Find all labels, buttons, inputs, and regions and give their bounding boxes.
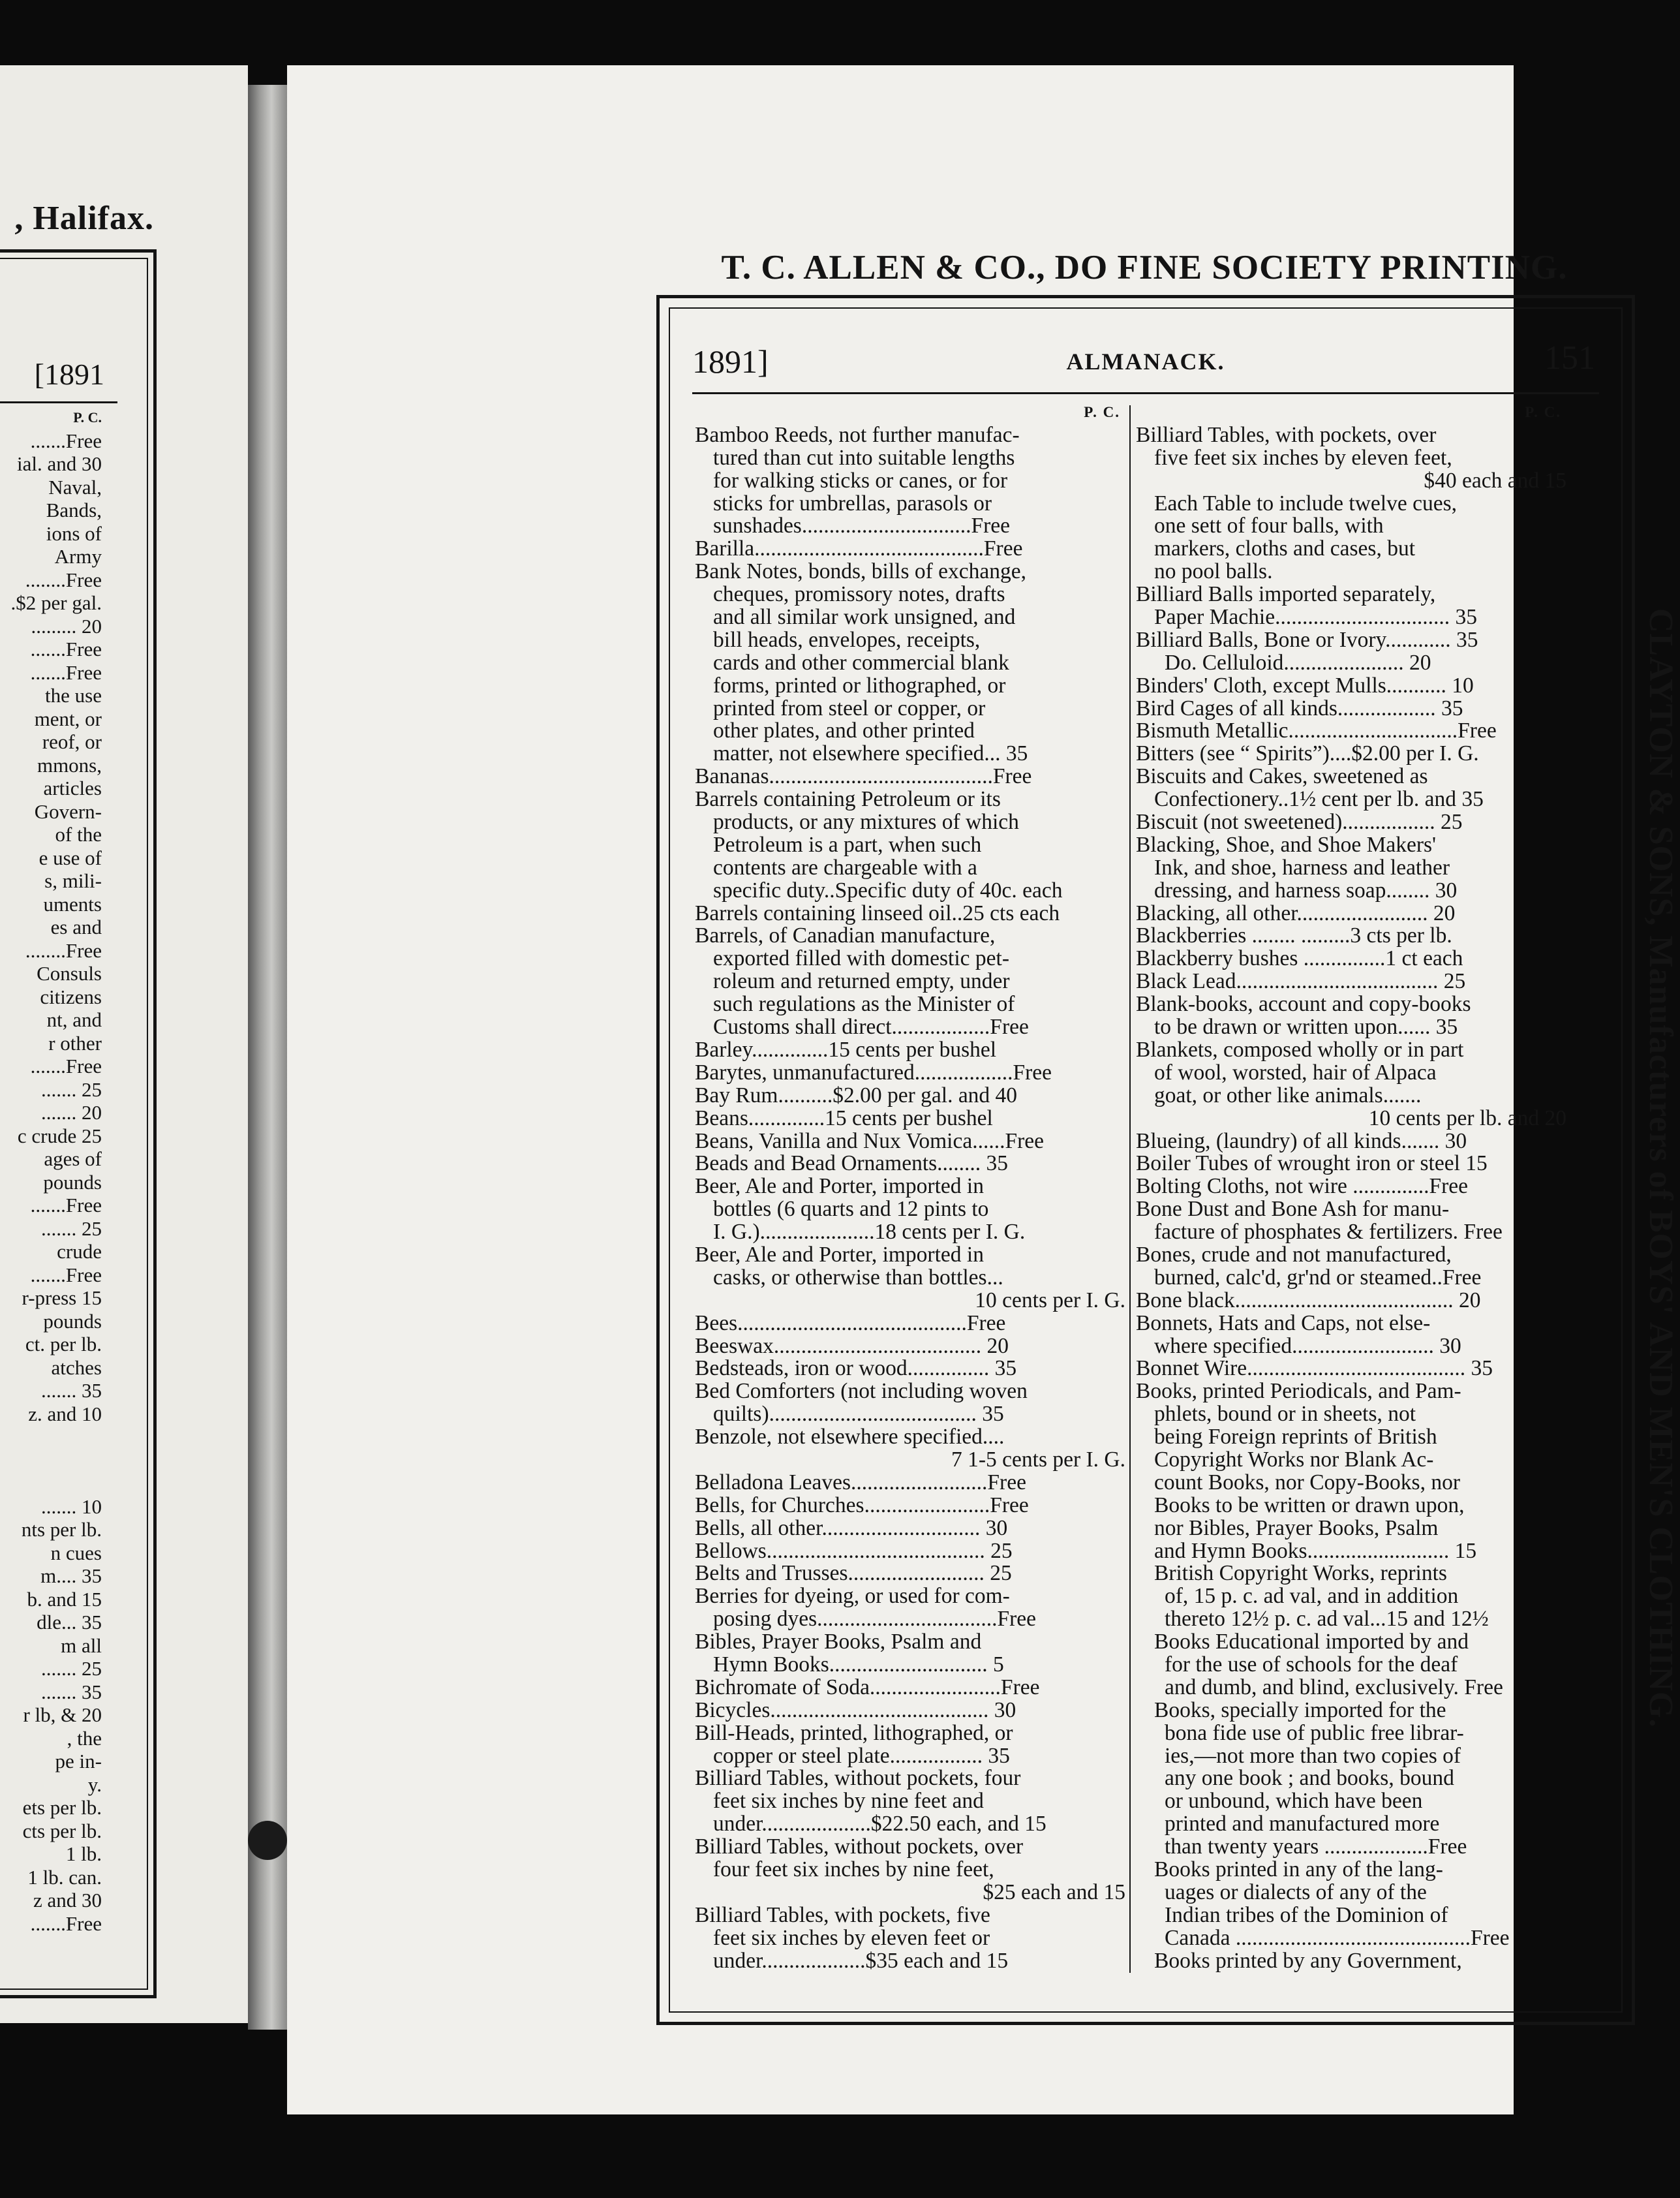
tariff-line: where specified.......................... 30 [1154,1333,1461,1358]
tariff-line: Billiard Tables, with pockets, over [1136,422,1437,447]
tariff-line: Barley..............15 cents per bushel [695,1037,997,1062]
tariff-line: Blacking, Shoe, and Shoe Makers' [1136,832,1437,857]
facing-page-year: [1891 [34,358,104,391]
tariff-line: bill heads, envelopes, receipts, [713,627,981,652]
tariff-line: feet six inches by eleven feet or [713,1925,990,1950]
header-rule [692,392,1599,394]
facing-page-line: ct. per lb. [25,1333,102,1355]
almanack-page [287,65,1679,2114]
tariff-line: Each Table to include twelve cues, [1154,491,1457,516]
tariff-line: Bonnets, Hats and Caps, not else- [1136,1310,1431,1335]
facing-page-line: reof, or [42,730,102,753]
facing-page-line: z and 30 [33,1889,102,1912]
tariff-line: markers, cloths and cases, but [1154,536,1416,561]
tariff-line: Beer, Ale and Porter, imported in [695,1242,984,1267]
facing-page-line: pounds [43,1309,102,1333]
tariff-line: for the use of schools for the deaf [1165,1652,1458,1677]
tariff-line: Biscuits and Cakes, sweetened as [1136,764,1428,789]
book-gutter [248,85,287,2030]
tariff-line: Beer, Ale and Porter, imported in [695,1174,984,1199]
tariff-line: posing dyes.................................Free [713,1607,1037,1632]
facing-page-line: n cues [50,1541,102,1564]
tariff-line: Bonnet Wire........................................ 35 [1136,1356,1493,1381]
page-frame-inner [669,307,1623,2013]
facing-page-pc-label: P. C. [73,409,102,426]
tariff-line: and Hymn Books.......................... 15 [1154,1538,1477,1563]
tariff-line: facture of phosphates & fertilizers. Free [1154,1220,1503,1245]
tariff-line: Black Lead..................................... 25 [1136,969,1466,994]
tariff-line: forms, printed or lithographed, or [713,673,1006,698]
facing-page-line: ....... 10 [41,1494,102,1518]
tariff-line: Bees..........................................Free [695,1310,1006,1335]
tariff-line: Blacking, all other........................ 20 [1136,901,1456,925]
tariff-line: Bismuth Metallic...............................Free [1136,719,1497,743]
tariff-line: of wool, worsted, hair of Alpaca [1154,1060,1437,1085]
facing-page-line: r lb, & 20 [23,1703,102,1726]
facing-page-line: ....... 25 [41,1216,102,1240]
facing-page-rule [0,401,117,403]
tariff-line: and all similar work unsigned, and [713,605,1016,630]
tariff-line: Bay Rum..........$2.00 per gal. and 40 [695,1083,1018,1107]
facing-page-line: .......Free [30,1263,102,1286]
tariff-line: goat, or other like animals....... [1154,1083,1422,1107]
tariff-line: casks, or otherwise than bottles... [713,1265,1003,1290]
facing-page-line: of the [55,823,102,846]
header-title: ALMANACK. [1066,348,1225,375]
tariff-line: cards and other commercial blank [713,650,1009,675]
facing-page-line: mmons, [37,753,102,777]
tariff-line: British Copyright Works, reprints [1154,1561,1447,1586]
tariff-line: exported filled with domestic pet- [713,946,1009,971]
tariff-line: 10 cents per lb. and 20 [1368,1106,1566,1130]
tariff-line: Blueing, (laundry) of all kinds....... 30 [1136,1128,1467,1153]
tariff-line: tured than cut into suitable lengths [713,445,1015,470]
tariff-line: sticks for umbrellas, parasols or [713,491,992,516]
facing-page-line: Consuls [37,962,102,985]
facing-page-line: ....... 20 [41,1101,102,1124]
facing-page-lines [0,406,102,1935]
tariff-line: $25 each and 15 [983,1880,1125,1904]
facing-page-line: cts per lb. [22,1819,102,1842]
tariff-line: Books printed in any of the lang- [1154,1857,1443,1881]
facing-page-frame [0,249,157,1998]
tariff-line: quilts)...................................... 35 [713,1402,1004,1427]
tariff-line: Petroleum is a part, when such [713,832,982,857]
tariff-line: Bananas.........................................Free [695,764,1032,789]
tariff-line: and dumb, and blind, exclusively. Free [1165,1675,1503,1699]
facing-page-line: dle... 35 [37,1611,102,1633]
column-divider [1129,405,1131,1973]
facing-page-line: e use of [38,846,102,869]
tariff-line: Berries for dyeing, or used for com- [695,1584,1010,1609]
facing-page-line: uments [43,892,102,916]
tariff-line: copper or steel plate................. 35 [713,1743,1010,1768]
facing-page-line [0,1425,102,1449]
tariff-line: Binders' Cloth, except Mulls........... 10 [1136,673,1474,698]
tariff-line: for walking sticks or canes, or for [713,468,1008,493]
tariff-line: Books to be written or drawn upon, [1154,1493,1465,1517]
tariff-line: count Books, nor Copy-Books, nor [1154,1470,1460,1494]
tariff-line: or unbound, which have been [1165,1789,1423,1814]
tariff-line: Blackberry bushes ...............1 ct each [1136,946,1463,971]
facing-page-line: nt, and [46,1008,102,1031]
facing-page-line: ......... 20 [31,614,102,638]
tariff-line: Bolting Cloths, not wire ..............Free [1136,1174,1468,1199]
tariff-line: under...................$35 each and 15 [713,1948,1009,1973]
facing-page-line [0,1449,102,1472]
facing-page-line: c crude 25 [17,1124,102,1147]
tariff-line: Customs shall direct..................Free [713,1015,1029,1040]
facing-page-line: the use [45,684,102,707]
facing-page-line: ....... 25 [41,1657,102,1680]
facing-page-line: ions of [46,521,102,545]
tariff-line: Bank Notes, bonds, bills of exchange, [695,559,1026,584]
facing-page-line: pounds [43,1170,102,1194]
pc-label: P. C. [1084,404,1120,420]
tariff-line: matter, not elsewhere specified... 35 [713,741,1028,766]
facing-page-line: .......Free [30,660,102,684]
tariff-line: Books printed by any Government, [1154,1948,1462,1973]
tariff-line: 10 cents per I. G. [975,1288,1125,1312]
tariff-line: sunshades...............................Free [713,514,1010,538]
tariff-line: Do. Celluloid...................... 20 [1165,650,1431,675]
facing-page-line: z. and 10 [28,1402,102,1425]
tariff-line: Bells, all other............................. 30 [695,1515,1008,1540]
pc-label: P. C. [1525,404,1561,420]
tariff-line: Books, printed Periodicals, and Pam- [1136,1379,1461,1404]
tariff-line: phlets, bound or in sheets, not [1154,1402,1416,1427]
facing-page-header: , Halifax. [14,200,154,237]
tariff-line: Copyright Works nor Blank Ac- [1154,1447,1434,1472]
tariff-line: Bellows........................................ 25 [695,1538,1013,1563]
facing-page-line: 1 lb. can. [27,1865,102,1889]
tariff-line: printed and manufactured more [1165,1812,1440,1836]
facing-page [0,65,248,2023]
facing-page-line: es and [50,916,102,938]
tariff-line: Bells, for Churches.......................Free [695,1493,1029,1517]
facing-page-line: ........Free [25,938,102,962]
tariff-line: Belladona Leaves.........................Free [695,1470,1026,1494]
tariff-line: Paper Machie................................ 35 [1154,605,1477,630]
tariff-line: Ink, and shoe, harness and leather [1154,855,1450,880]
tariff-line: feet six inches by nine feet and [713,1789,984,1814]
tariff-line: Beeswax...................................... 20 [695,1333,1009,1358]
tariff-line: bona fide use of public free librar- [1165,1720,1464,1745]
tariff-line: Bedsteads, iron or wood............... 35 [695,1356,1017,1381]
tariff-line: any one book ; and books, bound [1165,1766,1454,1791]
tariff-line: dressing, and harness soap........ 30 [1154,878,1458,903]
tariff-line: uages or dialects of any of the [1165,1880,1427,1904]
tariff-line: Beans, Vanilla and Nux Vomica......Free [695,1128,1044,1153]
facing-page-line: y. [87,1772,102,1796]
facing-page-line: nts per lb. [21,1518,102,1541]
tariff-line: Blackberries ........ .........3 cts per lb. [1136,923,1452,948]
facing-page-line: ....... 35 [41,1680,102,1703]
page-number: 151 [1544,339,1595,377]
tariff-line: Bill-Heads, printed, lithographed, or [695,1720,1013,1745]
tariff-line: Bibles, Prayer Books, Psalm and [695,1630,982,1654]
tariff-line: being Foreign reprints of British [1154,1425,1437,1449]
tariff-line: thereto 12½ p. c. ad val...15 and 12½ [1165,1607,1489,1632]
facing-page-line: .......Free [30,1912,102,1935]
facing-page-line: .......Free [30,1194,102,1216]
tariff-line: Bone Dust and Bone Ash for manu- [1136,1197,1450,1222]
tariff-line: to be drawn or written upon...... 35 [1154,1015,1458,1040]
facing-page-line: m all [61,1633,102,1657]
tariff-line: Bone black........................................ 20 [1136,1288,1481,1312]
tariff-line: Boiler Tubes of wrought iron or steel 15 [1136,1151,1488,1176]
tariff-line: Bitters (see “ Spirits”)....$2.00 per I. G. [1136,741,1479,766]
facing-page-line: atches [51,1355,102,1379]
tariff-line: Billiard Balls imported separately, [1136,582,1436,607]
tariff-line: Billiard Balls, Bone or Ivory............ 35 [1136,627,1478,652]
tariff-line: Beans..............15 cents per bushel [695,1106,993,1130]
tariff-line: no pool balls. [1154,559,1273,584]
tariff-line: of, 15 p. c. ad val, and in addition [1165,1584,1459,1609]
tariff-line: burned, calc'd, gr'nd or steamed..Free [1154,1265,1482,1290]
tariff-line: Confectionery..1½ cent per lb. and 35 [1154,787,1484,812]
tariff-line: printed from steel or copper, or [713,696,986,720]
tariff-line: cheques, promissory notes, drafts [713,582,1005,607]
facing-page-line: .......Free [30,429,102,452]
tariff-line: Bicycles........................................ 30 [695,1697,1016,1722]
header-year: 1891] [692,343,769,380]
tariff-line: four feet six inches by nine feet, [713,1857,994,1881]
facing-page-line: ages of [44,1147,102,1170]
tariff-line: five feet six inches by eleven feet, [1154,445,1452,470]
tariff-line: Biscuit (not sweetened)................. 25 [1136,810,1463,835]
tariff-line: Bichromate of Soda........................Free [695,1675,1040,1699]
tariff-line: Barrels containing linseed oil..25 cts each [695,901,1060,925]
facing-page-line: .......Free [30,638,102,660]
tariff-line: products, or any mixtures of which [713,810,1019,835]
tariff-line: Billiard Tables, with pockets, five [695,1902,990,1927]
facing-page-line: s, mili- [44,869,102,892]
tariff-line: Barrels, of Canadian manufacture, [695,923,996,948]
tariff-line: Beads and Bead Ornaments........ 35 [695,1151,1009,1176]
facing-page-line: m.... 35 [40,1564,102,1587]
side-advertisement: CLAYTON & SONS, Manufacturers of BOYS' AND MEN'S CLOTHING. [1642,608,1679,1728]
facing-page-line: ets per lb. [22,1796,102,1819]
tariff-line: specific duty..Specific duty of 40c. each [713,878,1063,903]
tariff-line: Hymn Books............................. 5 [713,1652,1004,1677]
facing-page-line: .......Free [30,1055,102,1077]
tariff-line: than twenty years ...................Free [1165,1834,1467,1859]
tariff-line: Billiard Tables, without pockets, over [695,1834,1024,1859]
facing-page-line: 1 lb. [65,1842,102,1865]
facing-page-line: Naval, [48,475,102,499]
tariff-line: Bed Comforters (not including woven [695,1379,1028,1404]
tariff-line: ies,—not more than two copies of [1165,1743,1461,1768]
tariff-line: Books Educational imported by and [1154,1630,1469,1654]
tariff-column-right [1136,401,1566,1972]
facing-page-line: .$2 per gal. [10,591,102,614]
tariff-line: Books, specially imported for the [1154,1697,1446,1722]
tariff-line: Billiard Tables, without pockets, four [695,1766,1021,1791]
facing-page-line: Army [54,545,102,568]
facing-page-line: articles [43,777,102,799]
tariff-line: Bird Cages of all kinds.................. 35 [1136,696,1463,720]
tariff-line: Bamboo Reeds, not further manufac- [695,422,1020,447]
binding-hole [248,1821,287,1860]
tariff-line: such regulations as the Minister of [713,992,1015,1017]
facing-page-line: Bands, [46,499,102,521]
running-head: T. C. ALLEN & CO., DO FINE SOCIETY PRINTING. [721,249,1568,286]
tariff-line: bottles (6 quarts and 12 pints to [713,1197,989,1222]
tariff-line: Barrels containing Petroleum or its [695,787,1001,812]
facing-page-line: ....... 35 [41,1379,102,1402]
facing-page-line: r other [48,1031,102,1055]
tariff-line: contents are chargeable with a [713,855,977,880]
facing-page-line: pe in- [55,1750,102,1772]
facing-page-line: b. and 15 [27,1587,102,1611]
page-frame [656,295,1635,2025]
facing-page-line: ........Free [25,568,102,591]
tariff-line: Benzole, not elsewhere specified.... [695,1425,1005,1449]
tariff-line: I. G.).....................18 cents per I. G. [713,1220,1026,1245]
facing-page-line: , the [67,1726,102,1750]
tariff-line: Barytes, unmanufactured..................Free [695,1060,1052,1085]
tariff-line: under....................$22.50 each, and 15 [713,1812,1046,1836]
tariff-line: roleum and returned empty, under [713,969,1010,994]
tariff-column-left [695,401,1125,1972]
tariff-line: $40 each and 15 [1424,468,1566,493]
tariff-line: Blank-books, account and copy-books [1136,992,1471,1017]
tariff-line: Indian tribes of the Dominion of [1165,1902,1448,1927]
tariff-line: Bones, crude and not manufactured, [1136,1242,1452,1267]
tariff-line: other plates, and other printed [713,719,975,743]
tariff-line: one sett of four balls, with [1154,514,1384,538]
tariff-line: Canada ...........................................Free [1165,1925,1510,1950]
facing-page-line: r-press 15 [22,1286,102,1309]
tariff-line: Belts and Trusses......................... 25 [695,1561,1012,1586]
tariff-line: Barilla..........................................Free [695,536,1023,561]
tariff-line: nor Bibles, Prayer Books, Psalm [1154,1515,1439,1540]
tariff-line: Blankets, composed wholly or in part [1136,1037,1464,1062]
facing-page-line [0,1472,102,1495]
facing-page-line: Govern- [34,799,102,823]
facing-page-line: citizens [40,985,102,1008]
facing-page-line: crude [57,1240,102,1263]
facing-page-line: ment, or [34,707,102,730]
tariff-line: 7 1-5 cents per I. G. [951,1447,1125,1472]
facing-page-line: ....... 25 [41,1077,102,1101]
facing-page-line: ial. and 30 [17,452,102,475]
